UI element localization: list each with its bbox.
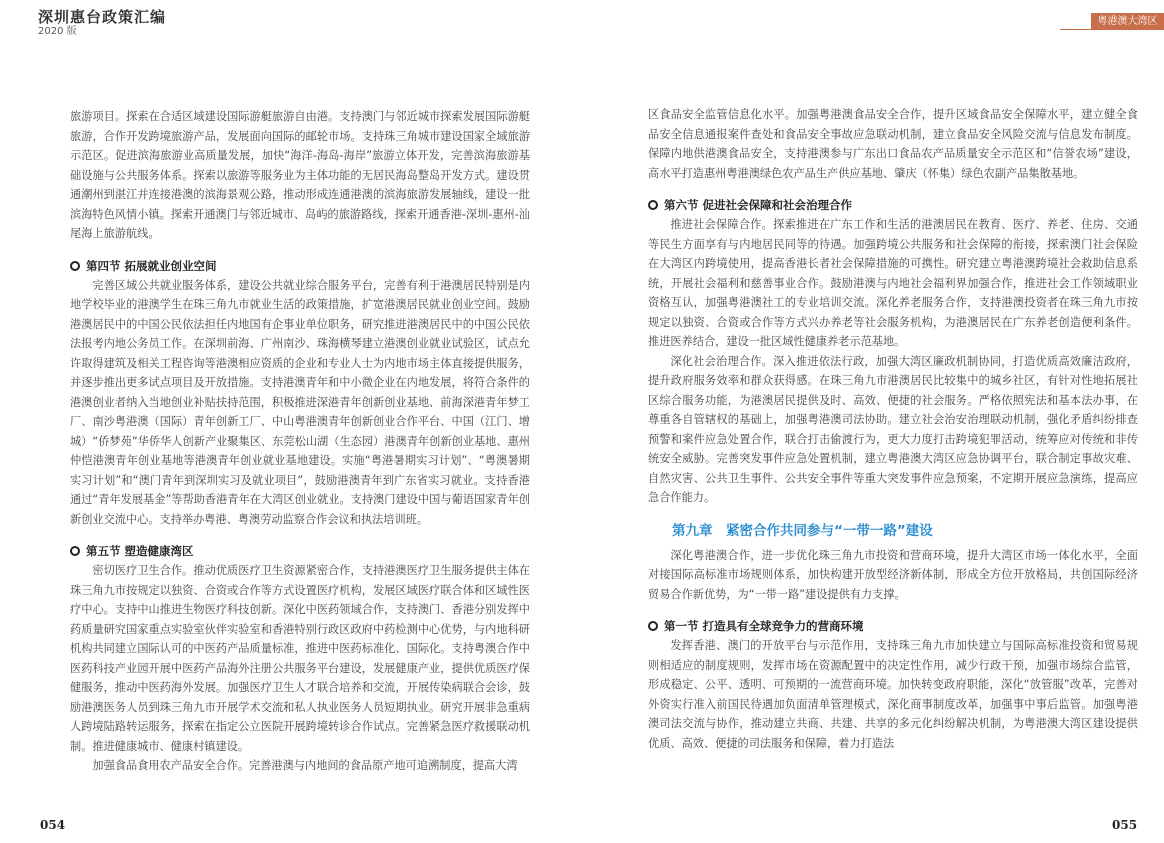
paragraph: 加强食品食用农产品安全合作。完善港澳与内地间的食品原产地可追溯制度，提高大湾 (92, 759, 518, 772)
left-page-column (70, 107, 530, 776)
paragraph: 发挥香港、澳门的开放平台与示范作用，支持珠三角九市加快建立与国际高标准投资和贸易规则相适应的制度规则，发挥市场在资源配置中的决定性作用，减少行政干预，加强市场综合监管，形成稳定、公平、透明、可预期的一流营商环境。加快转变政府职能，深化“放管服”改革，完善对外资实行准入前国民待遇加负面清单管理模式，深化商事制度改革，加强事中事后监管。加强粤港澳司法交流与协作，推动建立共商、共建、共享的多元化纠纷解决机制，为粤港澳大湾区建设提供优质、高效、便捷的司法服务和保障，着力打造法 (648, 639, 1138, 750)
page-number-right: 055 (1112, 818, 1138, 832)
section-heading-text: 第六节 促进社会保障和社会治理合作 (664, 198, 853, 212)
paragraph: 区食品安全监管信息化水平。加强粤港澳食品安全合作，提升区域食品安全保障水平，建立健全食品安全信息通报案件查处和食品安全事故应急联动机制，建立食品安全风险交流与信息发布制度。保障内地供港澳食品安全，支持港澳参与广东出口食品农产品质量安全示范区和“信誉农场”建设，高水平打造惠州粤港澳绿色农产品生产供应基地、肇庆（怀集）绿色农副产品集散基地。 (648, 108, 1138, 180)
tag-underline (1060, 29, 1164, 30)
paragraph: 完善区域公共就业服务体系，建设公共就业综合服务平台，完善有利于港澳居民特别是内地学校毕业的港澳学生在珠三角九市就业生活的政策措施，扩宽港澳居民就业创业空间。鼓励港澳居民中的中国公民依法担任内地国有企事业单位职务，研究推进港澳居民中的中国公民依法报考内地公务员工作。在深圳前海、广州南沙、珠海横琴建立港澳创业就业试验区，试点允许取得建筑及相关工程咨询等港澳相应资质的企业和专业人士为内地市场主体直接提供服务，并逐步推出更多试点项目及开放措施。支持港澳青年和中小微企业在内地发展，将符合条件的港澳创业者纳入当地创业补贴扶持范围，积极推进深港青年创新创业基地、前海深港青年梦工厂、南沙粤港澳（国际）青年创新工厂、中山粤港澳青年创新创业合作平台、中国（江门、增城）“侨梦苑”华侨华人创新产业聚集区、东莞松山湖（生态园）港澳青年创新创业基地、惠州仲恺港澳青年创业基地等港澳青年创业就业基地建设。实施“粤港暑期实习计划”、“粤澳暑期实习计划”和“澳门青年到深圳实习及就业项目”，鼓励港澳青年到广东省实习就业。支持香港通过“青年发展基金”等帮助香港青年在大湾区创业就业。支持澳门建设中国与葡语国家青年创新创业交流中心。支持举办粤港、粤澳劳动监察合作会议和执法培训班。 (70, 278, 530, 526)
section-heading (70, 256, 530, 276)
section-heading-text: 第五节 塑造健康湾区 (86, 544, 194, 558)
book-edition: 2020 版 (38, 26, 77, 37)
bullet-circle-icon (648, 200, 658, 210)
section-heading (648, 195, 1138, 215)
paragraph: 推进社会保障合作。探索推进在广东工作和生活的港澳居民在教育、医疗、养老、住房、交通等民生方面享有与内地居民同等的待遇。加强跨境公共服务和社会保障的衔接，探索澳门社会保险在大湾区内跨境使用，提高香港长者社会保障措施的可携性。研究建立粤港澳跨境社会救助信息系统，开展社会福利和慈善事业合作。鼓励港澳与内地社会福利界加强合作，推进社会工作领域职业资格互认，加强粤港澳社工的专业培训交流。深化养老服务合作，支持港澳投资者在珠三角九市按规定以独资、合资或合作等方式兴办养老等社会服务机构，为港澳居民在广东养老创造便利条件。推进医养结合，建设一批区域性健康养老示范基地。 (648, 218, 1138, 348)
section-tag: 粤港澳大湾区 (1091, 13, 1164, 30)
section-heading-text: 第一节 打造具有全球竞争力的营商环境 (664, 619, 864, 633)
bullet-circle-icon (70, 546, 80, 556)
section-heading (70, 541, 530, 561)
chapter-heading: 第九章 紧密合作共同参与“一带一路”建设 (672, 522, 933, 539)
bullet-circle-icon (648, 621, 658, 631)
right-page-column (648, 105, 1138, 753)
page-number-left: 054 (40, 818, 66, 832)
section-heading-text: 第四节 拓展就业创业空间 (86, 258, 217, 273)
section-heading (648, 616, 1138, 636)
paragraph: 密切医疗卫生合作。推动优质医疗卫生资源紧密合作，支持港澳医疗卫生服务提供主体在珠三角九市按规定以独资、合资或合作等方式设置医疗机构，发展区域医疗联合体和区域性医疗中心。支持中山推进生物医疗科技创新。深化中医药领域合作，支持澳门、香港分别发挥中药质量研究国家重点实验室伙伴实验室和香港特别行政区政府中药检测中心优势，与内地科研机构共同建立国际认可的中医药产品质量标准，推进中医药标准化、国际化。支持粤澳合作中医药科技产业园开展中医药产品海外注册公共服务平台建设，发展健康产业，提供优质医疗保健服务，推动中医药海外发展。加强医疗卫生人才联合培养和交流，开展传染病联合会诊，鼓励港澳医务人员到珠三角九市开展学术交流和私人执业医务人员短期执业。研究开展非急重病人跨境陆路转运服务，探索在指定公立医院开展跨境转诊合作试点。完善紧急医疗救援联动机制。推进健康城市、健康村镇建设。 (70, 564, 530, 753)
paragraph: 旅游项目。探索在合适区域建设国际游艇旅游自由港。支持澳门与邻近城市探索发展国际游艇旅游，合作开发跨境旅游产品，发展面向国际的邮轮市场。支持珠三角城市建设国家全域旅游示范区。促进滨海旅游业高质量发展，加快“海洋-海岛-海岸”旅游立体开发，完善滨海旅游基础设施与公共服务体系。探索以旅游等服务业为主体功能的无居民海岛整岛开发方式。建设贯通潮州到湛江并连接港澳的滨海景观公路，推动形成连通港澳的滨海旅游发展轴线，建设一批滨海特色风情小镇。探索开通澳门与邻近城市、岛屿的旅游路线，探索开通香港-深圳-惠州-汕尾海上旅游航线。 (70, 110, 530, 240)
running-header (38, 8, 166, 38)
bullet-circle-icon (70, 261, 80, 271)
book-title: 深圳惠台政策汇编 (38, 8, 167, 26)
paragraph: 深化粤港澳合作，进一步优化珠三角九市投资和营商环境，提升大湾区市场一体化水平，全面对接国际高标准市场规则体系，加快构建开放型经济新体制，形成全方位开放格局，共创国际经济贸易合作新优势，为“一带一路”建设提供有力支撑。 (648, 548, 1138, 601)
paragraph: 深化社会治理合作。深入推进依法行政，加强大湾区廉政机制协同，打造优质高效廉洁政府，提升政府服务效率和群众获得感。在珠三角九市港澳居民比较集中的城乡社区，有针对性地拓展社区综合服务功能，为港澳居民提供及时、高效、便捷的社会服务。严格依照宪法和基本法办事，在尊重各自管辖权的基础上，加强粤港澳司法协助。建立社会治安治理联动机制，强化矛盾纠纷排查预警和案件应急处置合作，联合打击偷渡行为，更大力度打击跨境犯罪活动，统筹应对传统和非传统安全威胁。完善突发事件应急处置机制，建立粤港澳大湾区应急协调平台，联合制定事故灾难、自然灾害、公共卫生事件、公共安全事件等重大突发事件应急预案，不定期开展应急演练，提高应急合作能力。 (648, 354, 1138, 504)
